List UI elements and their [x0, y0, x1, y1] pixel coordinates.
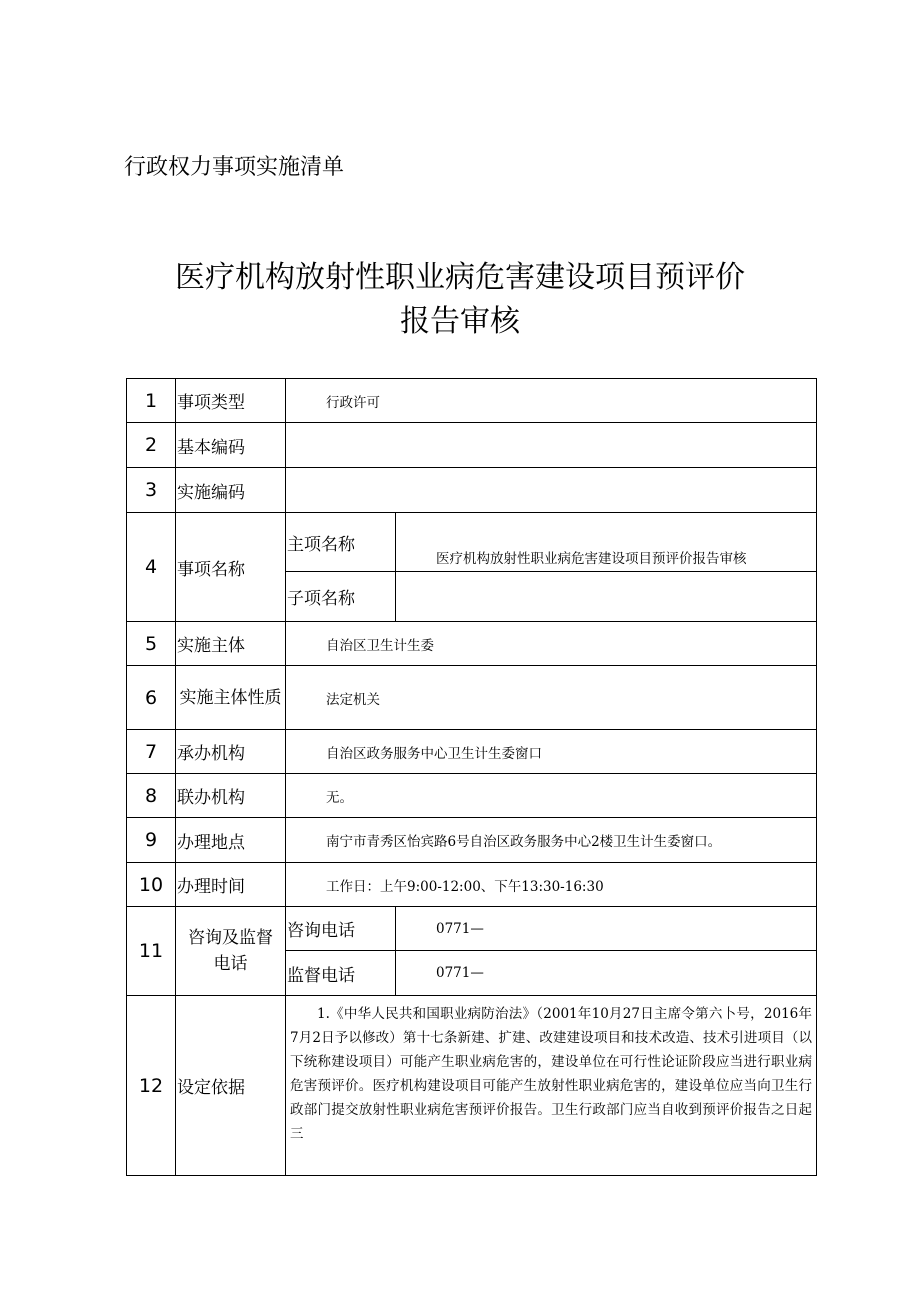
row-number: 1 — [127, 379, 176, 423]
row-number: 9 — [127, 818, 176, 863]
row-number: 4 — [127, 513, 176, 622]
row-value: 南宁市青秀区怡宾路6号自治区政务服务中心2楼卫生计生委窗口。 — [286, 818, 817, 863]
title-line-1: 医疗机构放射性职业病危害建设项目预评价 — [175, 260, 745, 295]
document-title — [0, 256, 920, 344]
table-row — [127, 379, 817, 423]
row-number: 6 — [127, 666, 176, 730]
row-number: 2 — [127, 423, 176, 468]
row-label: 联办机构 — [176, 774, 286, 818]
row-value: 法定机关 — [286, 666, 817, 730]
table-row — [127, 730, 817, 774]
sub-item-label: 子项名称 — [286, 572, 396, 622]
row-number: 10 — [127, 863, 176, 907]
row-label: 实施主体 — [176, 622, 286, 666]
row-number: 3 — [127, 468, 176, 513]
document-header: 行政权力事项实施清单 — [124, 155, 345, 180]
row-value — [286, 423, 817, 468]
row-number: 7 — [127, 730, 176, 774]
table-row — [127, 622, 817, 666]
table-row — [127, 774, 817, 818]
table-row — [127, 666, 817, 730]
row-label: 基本编码 — [176, 423, 286, 468]
supervise-phone-value: 0771— — [396, 951, 817, 996]
row-label: 咨询及监督电话 — [176, 907, 286, 996]
legal-basis-text: 1.《中华人民共和国职业病防治法》（2001年10月27日主席令第六卜号，2016年7月2日予以修改）第十七条新建、扩建、改建建设项目和技术改造、技术引进项目（以下统称建设项目）可能产生职业病危害的，建设单位在可行性论证阶段应当进行职业病危害预评价。医疗机构建设项目可能产生放射性职业病危害的，建设单位应当向卫生行政部门提交放射性职业病危害预评价报告。卫生行政部门应当自收到预评价报告之日起三 — [286, 996, 817, 1176]
table-row — [127, 863, 817, 907]
main-item-value: 医疗机构放射性职业病危害建设项目预评价报告审核 — [396, 513, 817, 572]
consult-phone-value: 0771— — [396, 907, 817, 951]
title-line-2: 报告审核 — [400, 304, 520, 339]
table-row — [127, 996, 817, 1176]
row-number: 5 — [127, 622, 176, 666]
row-label: 实施主体性质 — [176, 666, 286, 730]
row-number: 8 — [127, 774, 176, 818]
table-row — [127, 907, 817, 951]
row-value: 自治区政务服务中心卫生计生委窗口 — [286, 730, 817, 774]
row-label: 办理时间 — [176, 863, 286, 907]
consult-phone-label: 咨询电话 — [286, 907, 396, 951]
row-value: 行政许可 — [286, 379, 817, 423]
row-label: 实施编码 — [176, 468, 286, 513]
table-row — [127, 423, 817, 468]
row-value: 无。 — [286, 774, 817, 818]
item-table — [126, 378, 817, 1176]
table-row — [127, 818, 817, 863]
main-item-label: 主项名称 — [286, 513, 396, 572]
row-label: 设定依据 — [176, 996, 286, 1176]
row-value: 自治区卫生计生委 — [286, 622, 817, 666]
row-value — [286, 468, 817, 513]
row-label: 承办机构 — [176, 730, 286, 774]
row-label: 事项类型 — [176, 379, 286, 423]
table-row — [127, 513, 817, 572]
row-number: 11 — [127, 907, 176, 996]
sub-item-value — [396, 572, 817, 622]
row-label: 事项名称 — [176, 513, 286, 622]
supervise-phone-label: 监督电话 — [286, 951, 396, 996]
table-row — [127, 468, 817, 513]
row-label: 办理地点 — [176, 818, 286, 863]
row-value: 工作日：上午9:00-12:00、下午13:30-16:30 — [286, 863, 817, 907]
row-number: 12 — [127, 996, 176, 1176]
